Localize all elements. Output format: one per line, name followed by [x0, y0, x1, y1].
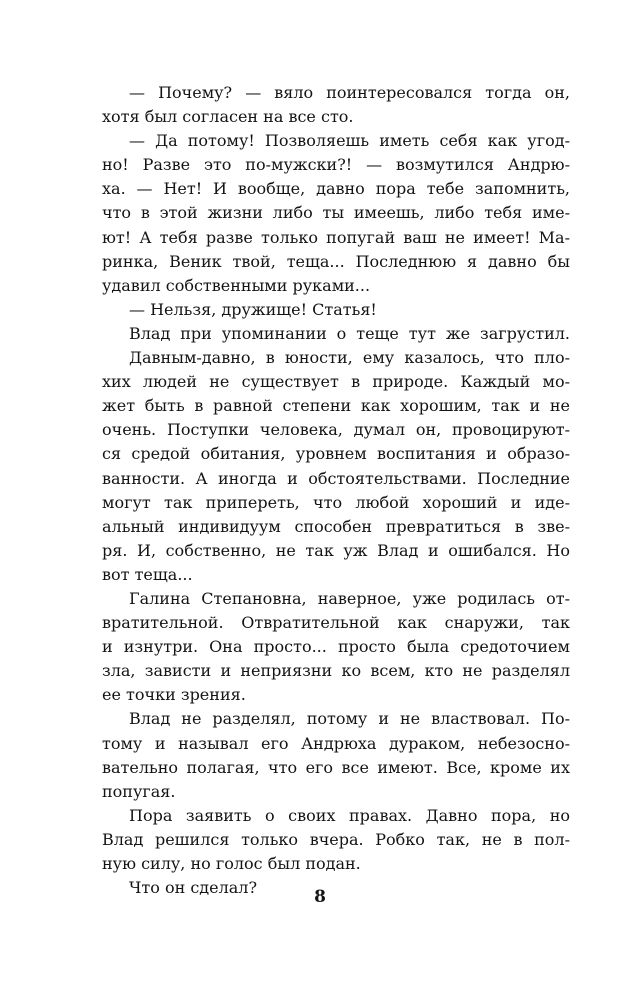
text-line: ринка, Веник твой, теща... Последнюю я давно бы: [102, 251, 570, 271]
text-line: ря. И, собственно, не так уж Влад и ошибался. Но: [102, 540, 570, 560]
text-line: альный индивидуум способен превратиться в зве-: [102, 516, 570, 536]
text-line: Влад не разделял, потому и не властвовал. По-: [129, 709, 570, 729]
text-line: ванности. А иногда и обстоятельствами. Последние: [102, 468, 570, 488]
page-number: 8: [314, 887, 326, 907]
text-line: Галина Степановна, наверное, уже родилась от-: [129, 588, 570, 608]
text-line: ее точки зрения.: [102, 685, 246, 705]
text-line: Влад решился только вчера. Робко так, не в пол-: [102, 829, 570, 849]
text-line: жет быть в равной степени как хорошим, так и не: [102, 396, 570, 416]
text-line: — Почему? — вяло поинтересовался тогда он,: [129, 83, 570, 102]
text-line: — Нельзя, дружище! Статья!: [129, 299, 377, 319]
text-line: ха. — Нет! И вообще, давно пора тебе запомнить,: [102, 179, 570, 199]
text-line: — Да потому! Позволяешь иметь себя как угод-: [129, 131, 570, 151]
text-line: попугая.: [102, 781, 176, 801]
text-line: Влад при упоминании о теще тут же загрустил.: [129, 323, 570, 343]
page-text: [102, 81, 570, 900]
text-line: хотя был согласен на все сто.: [102, 107, 354, 127]
text-line: удавил собственными руками...: [102, 275, 371, 295]
text-line: очень. Поступки человека, думал он, провоцируют-: [102, 420, 570, 440]
text-line: вратительной. Отвратительной как снаружи, так: [102, 613, 570, 633]
text-line: зла, зависти и неприязни ко всем, кто не разделял: [102, 661, 570, 681]
text-line: Пора заявить о своих правах. Давно пора, но: [129, 805, 570, 825]
text-line: но! Разве это по-мужски?! — возмутился Андрю-: [102, 155, 570, 175]
text-line: могут так припереть, что любой хороший и иде-: [102, 492, 570, 512]
text-line: что в этой жизни либо ты имеешь, либо тебя име-: [102, 203, 570, 223]
text-line: ную силу, но голос был подан.: [102, 854, 361, 873]
text-line: Давным-давно, в юности, ему казалось, что пло-: [129, 348, 570, 368]
text-line: вательно полагая, что его все имеют. Все, кроме их: [102, 757, 570, 777]
text-line: ют! А тебя разве только попугай ваш не имеет! Ма-: [102, 227, 570, 247]
text-line: и изнутри. Она просто... просто была средоточием: [102, 637, 570, 657]
text-line: тому и называл его Андрюха дураком, небезосно-: [102, 733, 570, 753]
text-line: хих людей не существует в природе. Каждый мо-: [102, 372, 570, 392]
text-line: Что он сделал?: [129, 878, 258, 898]
text-line: вот теща...: [102, 564, 193, 584]
text-line: ся средой обитания, уровнем воспитания и образо-: [102, 444, 570, 464]
